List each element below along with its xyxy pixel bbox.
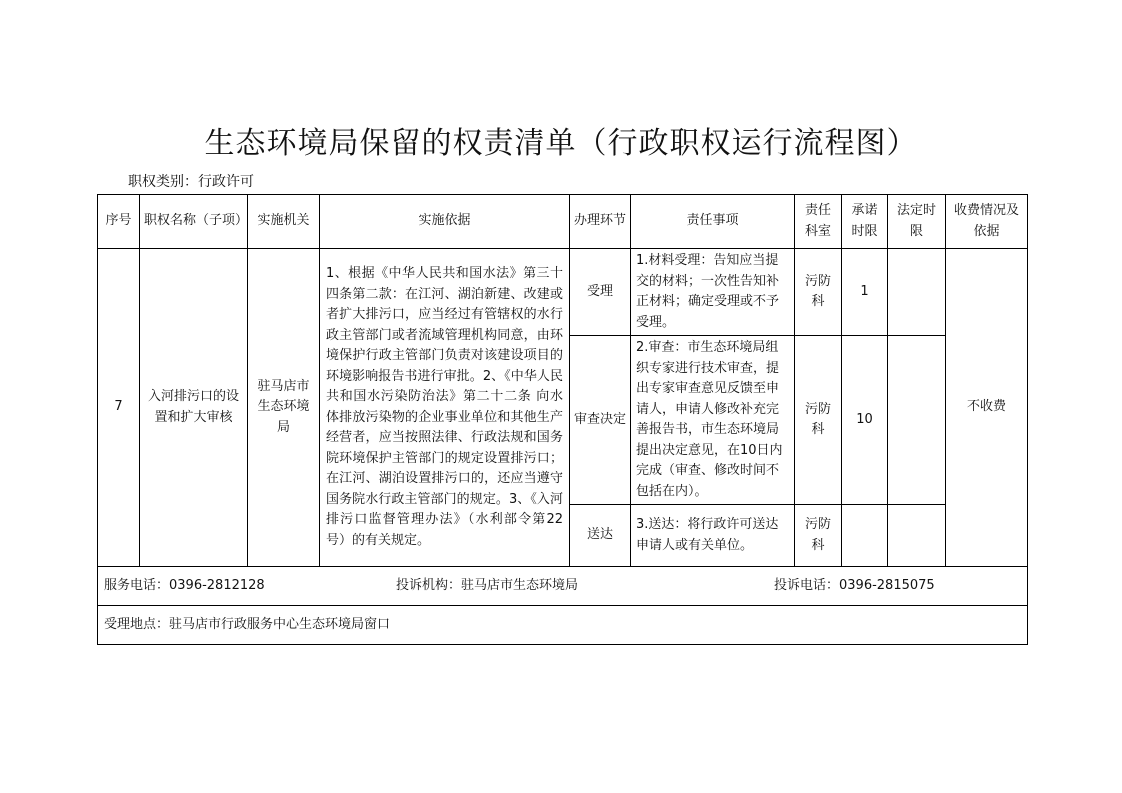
cell-dept-accept: 污防科 — [795, 249, 842, 336]
header-basis: 实施依据 — [320, 195, 570, 249]
header-row — [98, 195, 1028, 249]
cell-promise-deliver — [842, 505, 888, 567]
header-promise: 承诺时限 — [842, 195, 888, 249]
cell-legal-deliver — [888, 505, 946, 567]
complaint-phone: 投诉电话：0396-2815075 — [774, 577, 935, 593]
cell-dept-review: 污防科 — [795, 336, 842, 505]
header-agency: 实施机关 — [248, 195, 320, 249]
cell-fee: 不收费 — [946, 249, 1028, 567]
footer-location-row — [98, 606, 1028, 645]
cell-name: 入河排污口的设置和扩大审核 — [140, 249, 248, 567]
header-name: 职权名称（子项） — [140, 195, 248, 249]
cell-dept-deliver: 污防科 — [795, 505, 842, 567]
cell-legal-accept — [888, 249, 946, 336]
header-step: 办理环节 — [570, 195, 631, 249]
category-label: 职权类别：行政许可 — [128, 174, 254, 190]
header-resp: 责任事项 — [631, 195, 795, 249]
header-dept: 责任科室 — [795, 195, 842, 249]
page-title: 生态环境局保留的权责清单（行政职权运行流程图） — [204, 126, 918, 161]
cell-resp-review: 2.审查：市生态环境局组织专家进行技术审查，提出专家审查意见反馈至申请人，申请人修改补充完善报告书，市生态环境局提出决定意见，在10日内完成（审查、修改时间不包括在内）。 — [631, 336, 795, 505]
cell-legal-review — [888, 336, 946, 505]
table-row — [98, 249, 1028, 336]
cell-step-deliver: 送达 — [570, 505, 631, 567]
cell-step-accept: 受理 — [570, 249, 631, 336]
header-legal: 法定时限 — [888, 195, 946, 249]
cell-agency: 驻马店市生态环境局 — [248, 249, 320, 567]
header-seq: 序号 — [98, 195, 140, 249]
cell-promise-review: 10 — [842, 336, 888, 505]
cell-basis: 1、根据《中华人民共和国水法》第三十四条第二款：在江河、湖泊新建、改建或者扩大排污口，应当经过有管辖权的水行政主管部门或者流域管理机构同意，由环境保护行政主管部门负责对该建设项目的环境影响报告书进行审批。2、《中华人民共和国水污染防治法》第二十二条 向水体排放污染物的企业事业单位和其他生产经营者，应当按照法律、行政法规和国务院环境保护主管部门的规定设置排污口；在江河、湖泊设置排污口的，还应当遵守国务院水行政主管部门的规定。3、《入河排污口监督管理办法》（水利部令第22号）的有关规定。 — [320, 249, 570, 567]
cell-step-review: 审查决定 — [570, 336, 631, 505]
footer-contact-row — [98, 567, 1028, 606]
cell-resp-deliver: 3.送达：将行政许可送达申请人或有关单位。 — [631, 505, 795, 567]
service-phone: 服务电话：0396-2812128 — [104, 577, 265, 593]
cell-promise-accept: 1 — [842, 249, 888, 336]
cell-seq: 7 — [98, 249, 140, 567]
complaint-org: 投诉机构：驻马店市生态环境局 — [396, 577, 579, 593]
cell-resp-accept: 1.材料受理：告知应当提交的材料；一次性告知补正材料；确定受理或不予受理。 — [631, 249, 795, 336]
responsibility-table — [97, 194, 1028, 645]
header-fee: 收费情况及依据 — [946, 195, 1028, 249]
accept-location: 受理地点：驻马店市行政服务中心生态环境局窗口 — [98, 606, 1028, 645]
